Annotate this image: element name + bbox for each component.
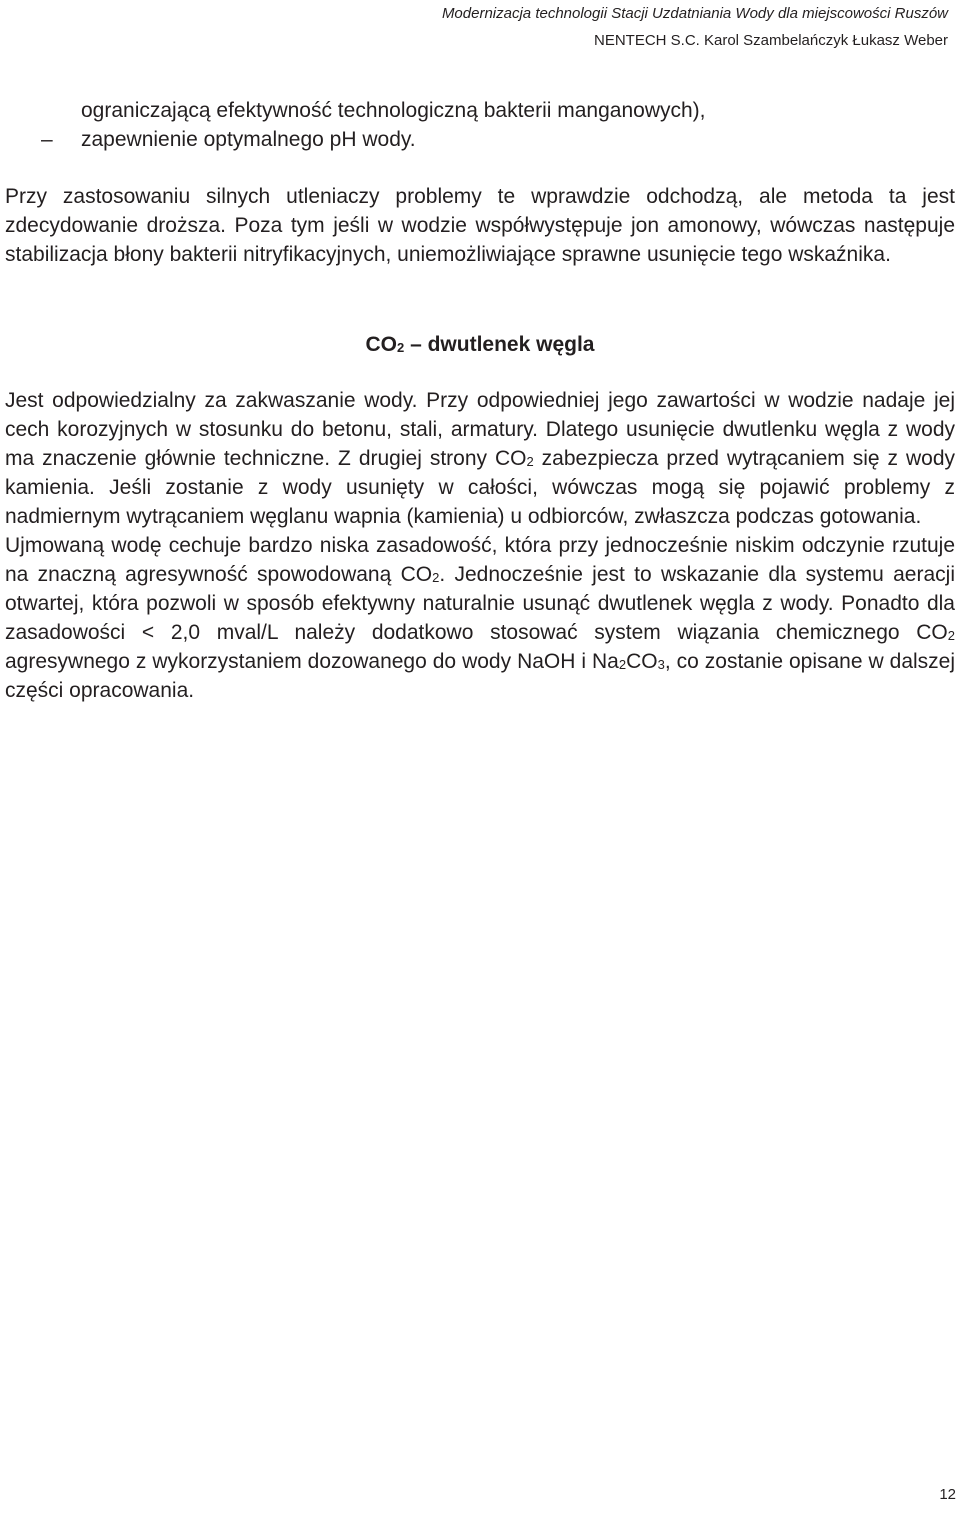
section-heading-co2: $CO_2$ – dwutlenek węgla [365, 333, 595, 356]
page-number: 12 [939, 1486, 956, 1503]
paragraph-alkalinity: Ujmowaną wodę cechuje bardzo niska zasadowość, która przy jednocześnie niskim odczynie rzutuje na znaczną agresywność spowodowaną $CO_2$. Jednocześnie jest to wskazanie dla systemu aeracji otwartej, która pozwoli w sposób efektywny naturalnie usunąć dwutlenek węgla z wody. Ponadto dla zasadowości < 2,0 mval/L należy dodatkowo stosować system wiązania chemicznego $CO_2$ agresywnego z wykorzystaniem dozowanego do wody NaOH i $Na_2CO_3$, co zostanie opisane w dalszej części opracowania. [5, 534, 956, 702]
page-header [442, 0, 948, 54]
paragraph-oxidants: Przy zastosowaniu silnych utleniaczy problemy te wprawdzie odchodzą, ale metoda ta jest zdecydowanie droższa. Poza tym jeśli w wodzie współwystępuje jon amonowy, wówczas następuje stabilizacja błony bakterii nitryfikacyjnych, uniemożliwiające sprawne usunięcie tego wskaźnika. [5, 185, 955, 266]
dash-bullet: – [41, 128, 53, 151]
list-continuation-text: ograniczającą efektywność technologiczną bakterii manganowych), [81, 99, 706, 122]
header-company: NENTECH S.C. Karol Szambelańczyk Łukasz Weber [593, 32, 948, 49]
list-item [5, 125, 955, 154]
document-body [5, 96, 955, 705]
header-project-title: Modernizacja technologii Stacji Uzdatniania Wody dla miejscowości Ruszów [441, 5, 948, 22]
list-continuation [5, 96, 955, 125]
paragraph-co2-role: Jest odpowiedzialny za zakwaszanie wody. Przy odpowiedniej jego zawartości w wodzie nadaje jej cech korozyjnych w stosunku do betonu, stali, armatury. Dlatego usunięcie dwutlenku węgla z wody ma znaczenie głównie techniczne. Z drugiej strony $CO_2$ zabezpiecza przed wytrącaniem się z wody kamienia. Jeśli zostanie z wody usunięty w całości, wówczas mogą się pojawić problemy z nadmiernym wytrącaniem węglanu wapnia (kamienia) u odbiorców, zwłaszcza podczas gotowania. [5, 389, 956, 528]
list-item-text: zapewnienie optymalnego pH wody. [81, 128, 416, 151]
